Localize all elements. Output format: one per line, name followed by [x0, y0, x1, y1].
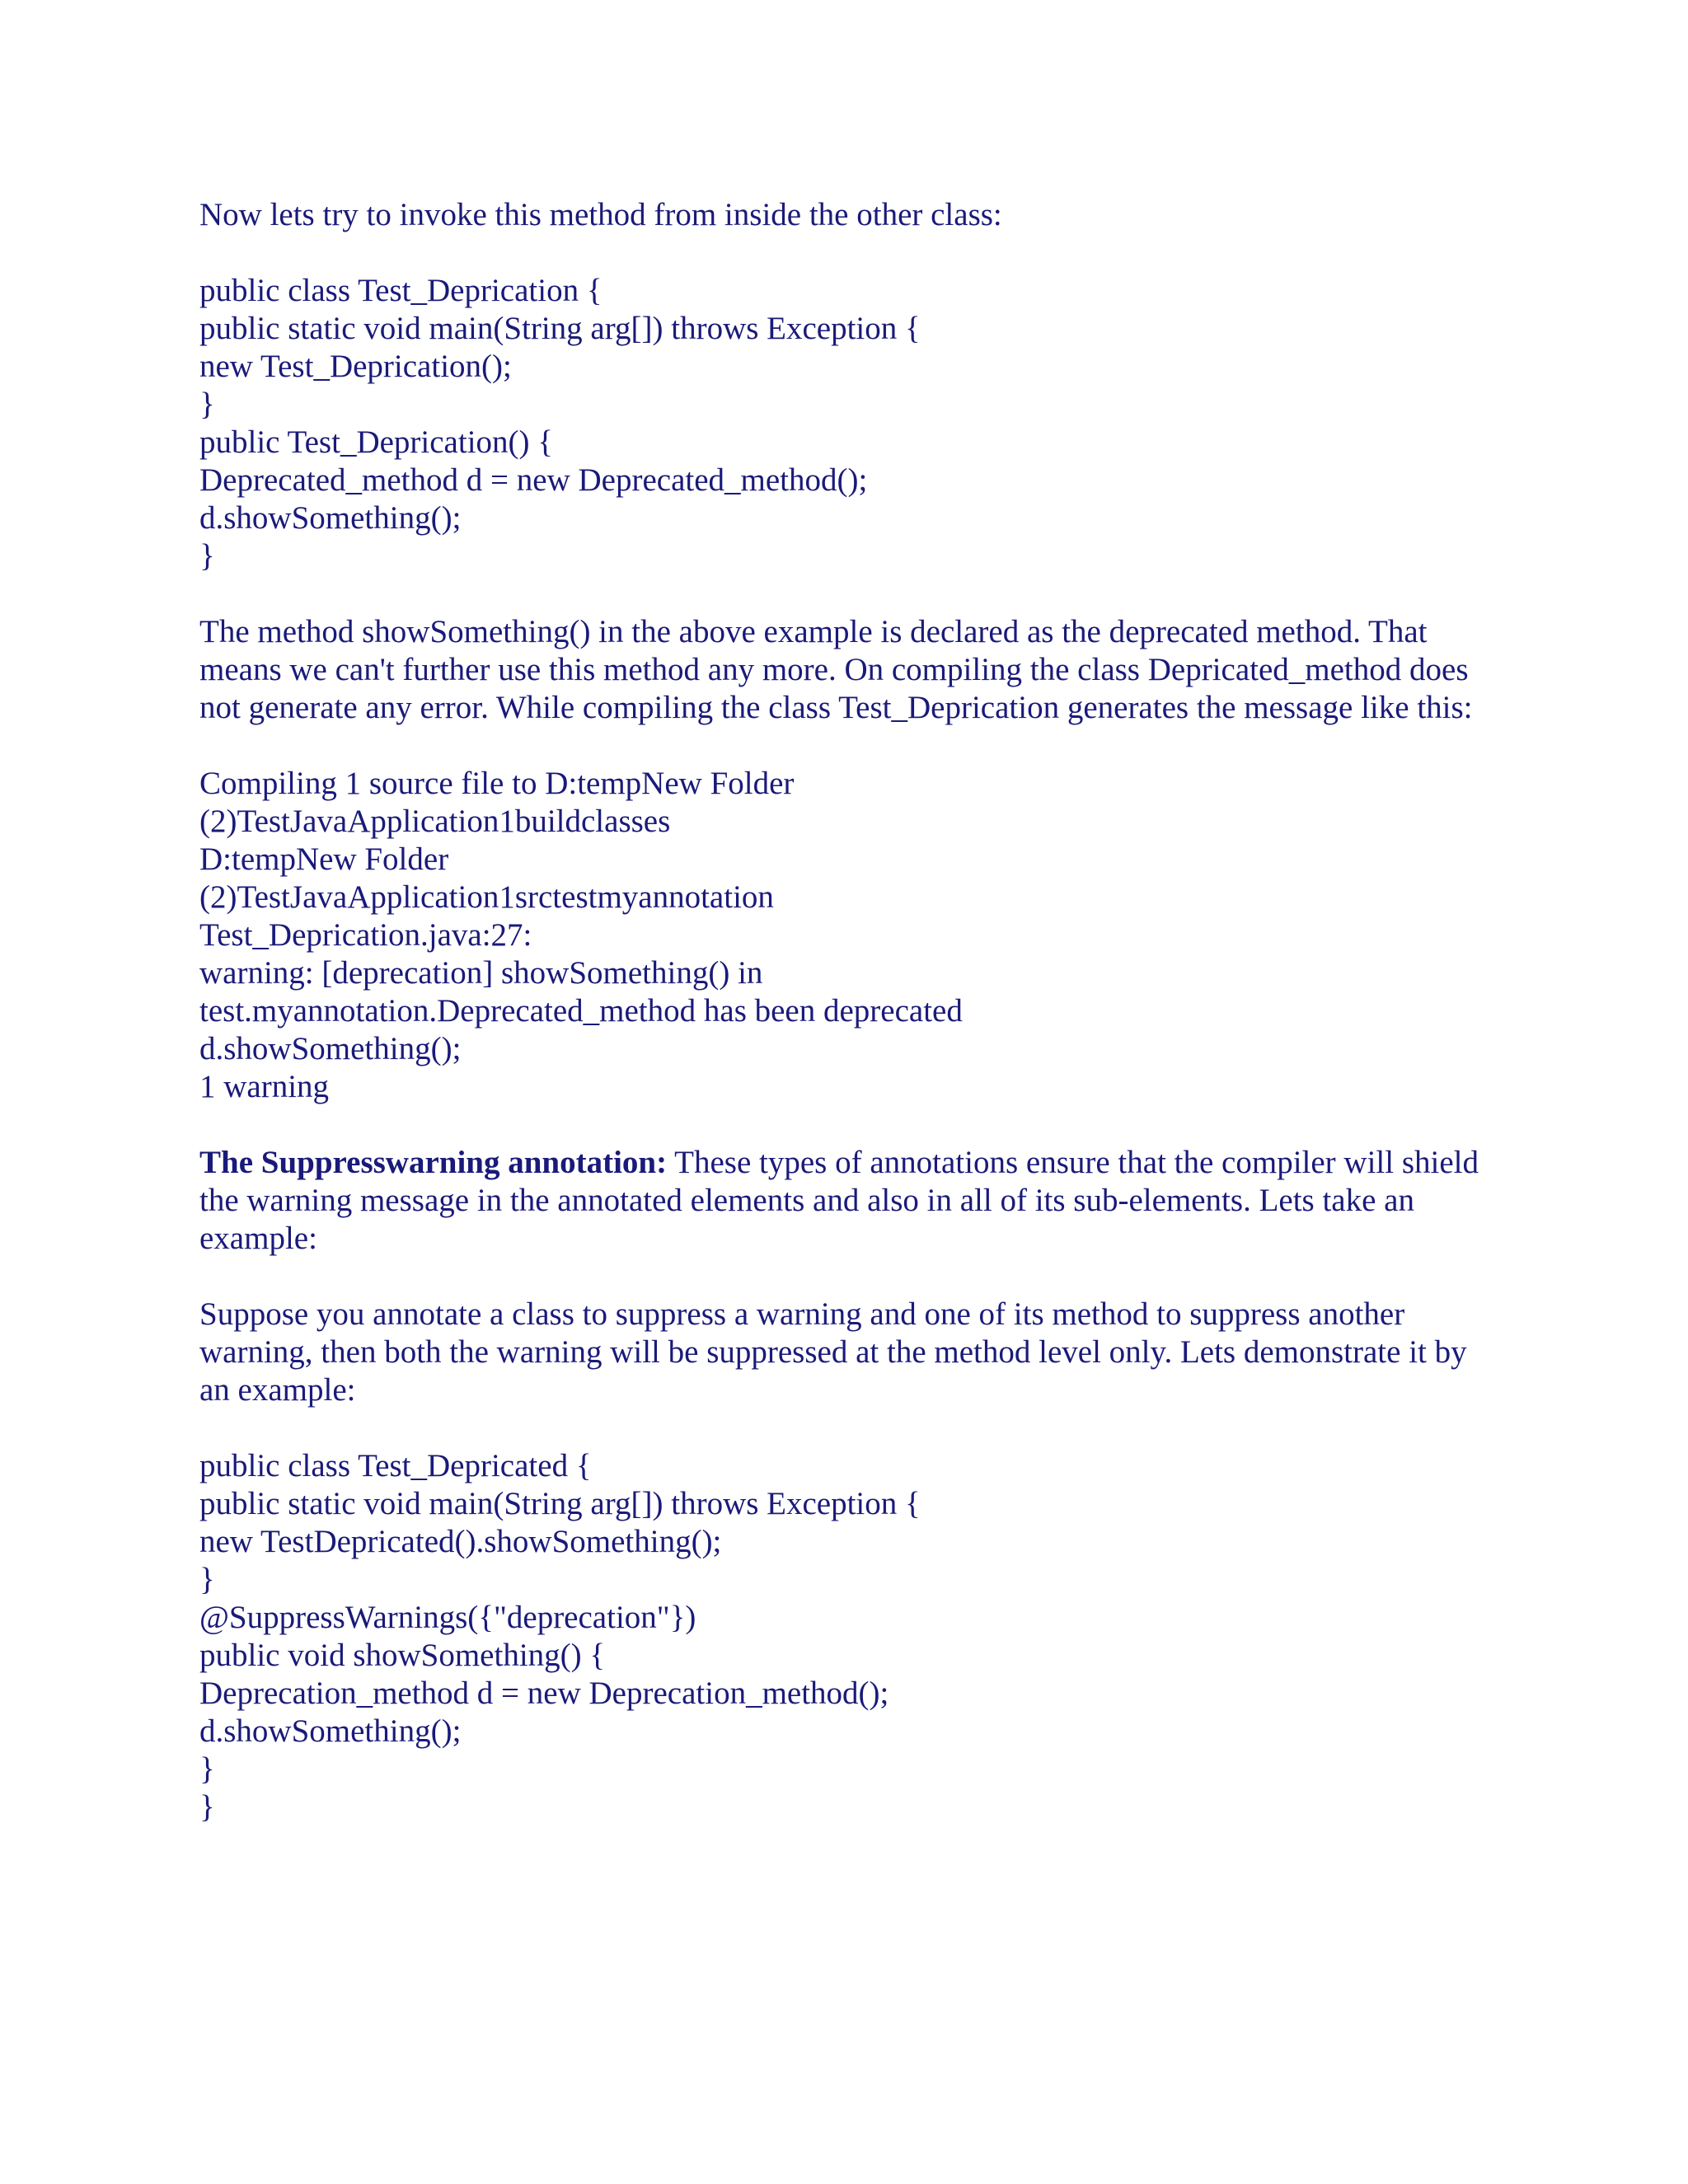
output-line: D:tempNew Folder — [199, 841, 449, 877]
code-line: public void showSomething() { — [199, 1638, 606, 1673]
code-line: @SuppressWarnings({"deprecation"}) — [199, 1600, 696, 1635]
output-line: test.myannotation.Deprecated_method has been deprecated — [199, 993, 963, 1029]
output-line: d.showSomething(); — [199, 1031, 462, 1066]
suppresswarning-description: These types of annotations ensure that the compiler will shield the warning message in the annotated elements and also in all of its sub-elements. Lets take an example: — [199, 1145, 1479, 1256]
output-line: Compiling 1 source file to D:tempNew Folder — [199, 766, 795, 801]
output-line: (2)TestJavaApplication1buildclasses — [199, 804, 671, 839]
code-block-deprication — [199, 272, 1502, 575]
code-line: d.showSomething(); — [199, 1713, 462, 1749]
compiler-output-block — [199, 765, 1502, 1106]
explanation-paragraph: The method showSomething() in the above example is declared as the deprecated method. That means we can't further use this method any more. On compiling the class Depricated_method does not generate any error. While compiling the class Test_Deprication generates the message like this: — [199, 614, 1473, 725]
code-line: public class Test_Deprication { — [199, 273, 603, 308]
code-line: public static void main(String arg[]) throws Exception { — [199, 311, 921, 346]
output-line: 1 warning — [199, 1069, 330, 1104]
code-line: public class Test_Depricated { — [199, 1448, 592, 1483]
code-line: Deprecated_method d = new Deprecated_method(); — [199, 462, 868, 498]
code-line: } — [199, 538, 215, 574]
suppresswarning-paragraph — [199, 1144, 1502, 1258]
intro-paragraph: Now lets try to invoke this method from inside the other class: — [199, 197, 1002, 232]
code-line: d.showSomething(); — [199, 500, 462, 536]
output-line: warning: [deprecation] showSomething() in — [199, 955, 763, 991]
code-line: Deprecation_method d = new Deprecation_method(); — [199, 1675, 889, 1711]
code-line: public Test_Deprication() { — [199, 424, 553, 460]
document-page — [199, 196, 1502, 1864]
suppresswarning-heading: The Suppresswarning annotation: — [199, 1145, 668, 1180]
code-line: new Test_Deprication(); — [199, 349, 512, 384]
code-block-suppress — [199, 1447, 1502, 1826]
suppose-paragraph: Suppose you annotate a class to suppress a warning and one of its method to suppress another warning, then both the warning will be suppressed at the method level only. Lets demonstrate it by an example: — [199, 1296, 1467, 1408]
output-line: Test_Deprication.java:27: — [199, 917, 532, 953]
output-line: (2)TestJavaApplication1srctestmyannotation — [199, 879, 774, 915]
code-line: } — [199, 1751, 215, 1787]
code-line: } — [199, 387, 215, 422]
code-line: new TestDepricated().showSomething(); — [199, 1524, 722, 1559]
code-line: } — [199, 1562, 215, 1597]
code-line: public static void main(String arg[]) throws Exception { — [199, 1486, 921, 1521]
code-line: } — [199, 1789, 215, 1825]
